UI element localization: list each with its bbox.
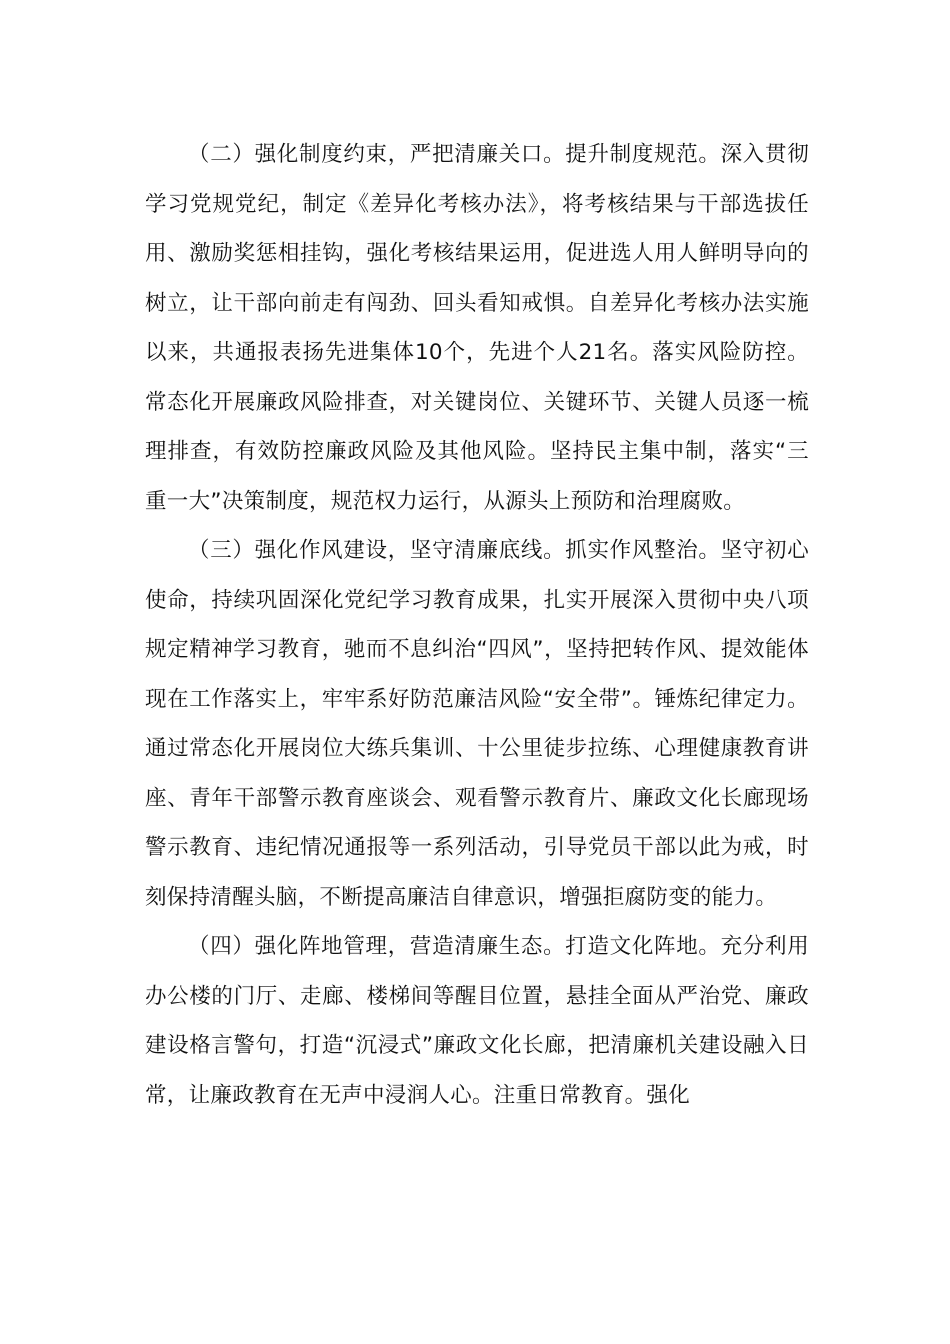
paragraph-3-work-style: （三）强化作风建设，坚守清廉底线。抓实作风整治。坚守初心使命，持续巩固深化党纪学习教育成果，扎实开展深入贯彻中央八项规定精神学习教育，驰而不息纠治“四风”，坚持把转作风、提效能体现在工作落实上，牢牢系好防范廉洁风险“安全带”。锤炼纪律定力。通过常态化开展岗位大练兵集训、十公里徒步拉练、心理健康教育讲座、青年干部警示教育座谈会、观看警示教育片、廉政文化长廊现场警示教育、违纪情况通报等一系列活动，引导党员干部以此为戒，时刻保持清醒头脑，不断提高廉洁自律意识，增强拒腐防变的能力。: [145, 538, 809, 910]
paragraph-2-system-constraints: （二）强化制度约束，严把清廉关口。提升制度规范。深入贯彻学习党规党纪，制定《差异化考核办法》，将考核结果与干部选拔任用、激励奖惩相挂钩，强化考核结果运用，促进选人用人鲜明导向的树立，让干部向前走有闯劲、回头看知戒惧。自差异化考核办法实施以来，共通报表扬先进集体10个，先进个人21名。落实风险防控。常态化开展廉政风险排查，对关键岗位、关键环节、关键人员逐一梳理排查，有效防控廉政风险及其他风险。坚持民主集中制，落实“三重一大”决策制度，规范权力运行，从源头上预防和治理腐败。: [145, 142, 809, 514]
paragraph-4-position-management: （四）强化阵地管理，营造清廉生态。打造文化阵地。充分利用办公楼的门厅、走廊、楼梯间等醒目位置，悬挂全面从严治党、廉政建设格言警句，打造“沉浸式”廉政文化长廊，把清廉机关建设融入日常，让廉政教育在无声中浸润人心。注重日常教育。强化: [145, 934, 809, 1108]
document-body: [145, 130, 809, 1120]
